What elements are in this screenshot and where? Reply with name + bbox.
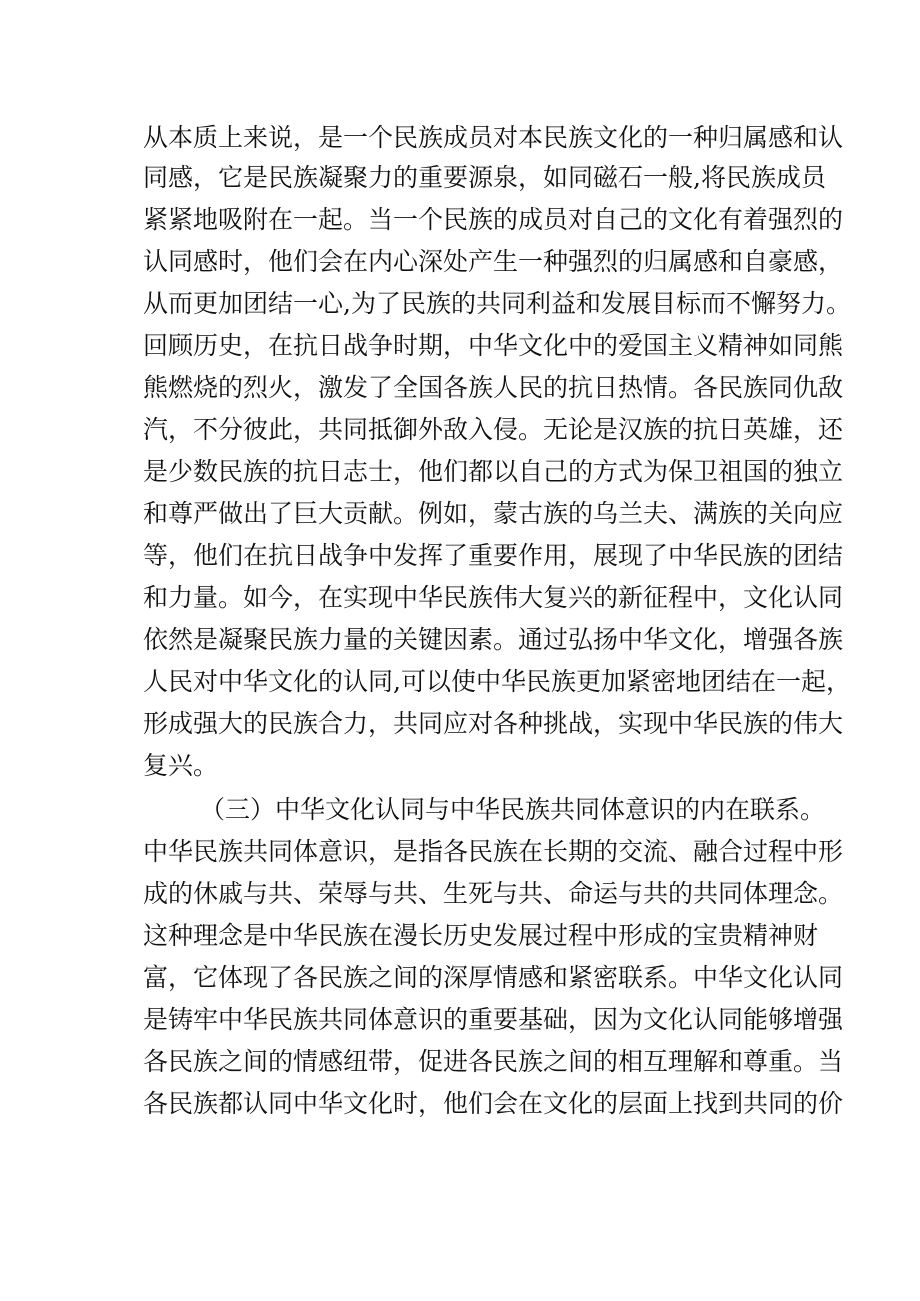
text-line: 从而更加团结一心,为了民族的共同利益和发展目标而不懈努力。 bbox=[143, 289, 851, 318]
text-line: 人民对中华文化的认同,可以使中华民族更加紧密地团结在一起， bbox=[143, 667, 851, 696]
text-line: 从本质上来说，是一个民族成员对本民族文化的一种归属感和认 bbox=[143, 123, 844, 152]
text-line: 和力量。如今，在实现中华民族伟大复兴的新征程中，文化认同 bbox=[143, 583, 844, 612]
section-heading: （三）中华文化认同与中华民族共同体意识的内在联系。 bbox=[200, 795, 826, 824]
text-line: 是少数民族的抗日志士，他们都以自己的方式为保卫祖国的独立 bbox=[143, 457, 844, 486]
text-line: 回顾历史，在抗日战争时期，中华文化中的爱国主义精神如同熊 bbox=[143, 331, 844, 360]
text-line: 等，他们在抗日战争中发挥了重要作用，展现了中华民族的团结 bbox=[143, 541, 844, 570]
text-line: 富，它体现了各民族之间的深厚情感和紧密联系。中华文化认同 bbox=[143, 963, 844, 992]
text-line: 成的休戚与共、荣辱与共、生死与共、命运与共的共同体理念。 bbox=[143, 879, 844, 908]
text-line: 中华民族共同体意识，是指各民族在长期的交流、融合过程中形 bbox=[143, 837, 844, 866]
text-line: 复兴。 bbox=[143, 751, 219, 780]
text-line: 这种理念是中华民族在漫长历史发展过程中形成的宝贵精神财 bbox=[143, 921, 819, 950]
text-line: 汽，不分彼此，共同抵御外敌入侵。无论是汉族的抗日英雄，还 bbox=[143, 415, 844, 444]
text-line: 熊燃烧的烈火，激发了全国各族人民的抗日热情。各民族同仇敌 bbox=[143, 373, 844, 402]
text-line: 同感，它是民族凝聚力的重要源泉，如同磁石一般,将民族成员 bbox=[143, 163, 826, 192]
text-line: 是铸牢中华民族共同体意识的重要基础，因为文化认同能够增强 bbox=[143, 1005, 844, 1034]
text-line: 各民族都认同中华文化时，他们会在文化的层面上找到共同的价 bbox=[143, 1089, 844, 1118]
text-line: 和尊严做出了巨大贡献。例如，蒙古族的乌兰夫、满族的关向应 bbox=[143, 499, 844, 528]
text-line: 依然是凝聚民族力量的关键因素。通过弘扬中华文化，增强各族 bbox=[143, 625, 844, 654]
text-line: 紧紧地吸附在一起。当一个民族的成员对自己的文化有着强烈的 bbox=[143, 205, 844, 234]
text-line: 认同感时，他们会在内心深处产生一种强烈的归属感和自豪感， bbox=[143, 247, 844, 276]
text-line: 形成强大的民族合力，共同应对各种挑战，实现中华民族的伟大 bbox=[143, 709, 844, 738]
text-line: 各民族之间的情感纽带，促进各民族之间的相互理解和尊重。当 bbox=[143, 1047, 844, 1076]
